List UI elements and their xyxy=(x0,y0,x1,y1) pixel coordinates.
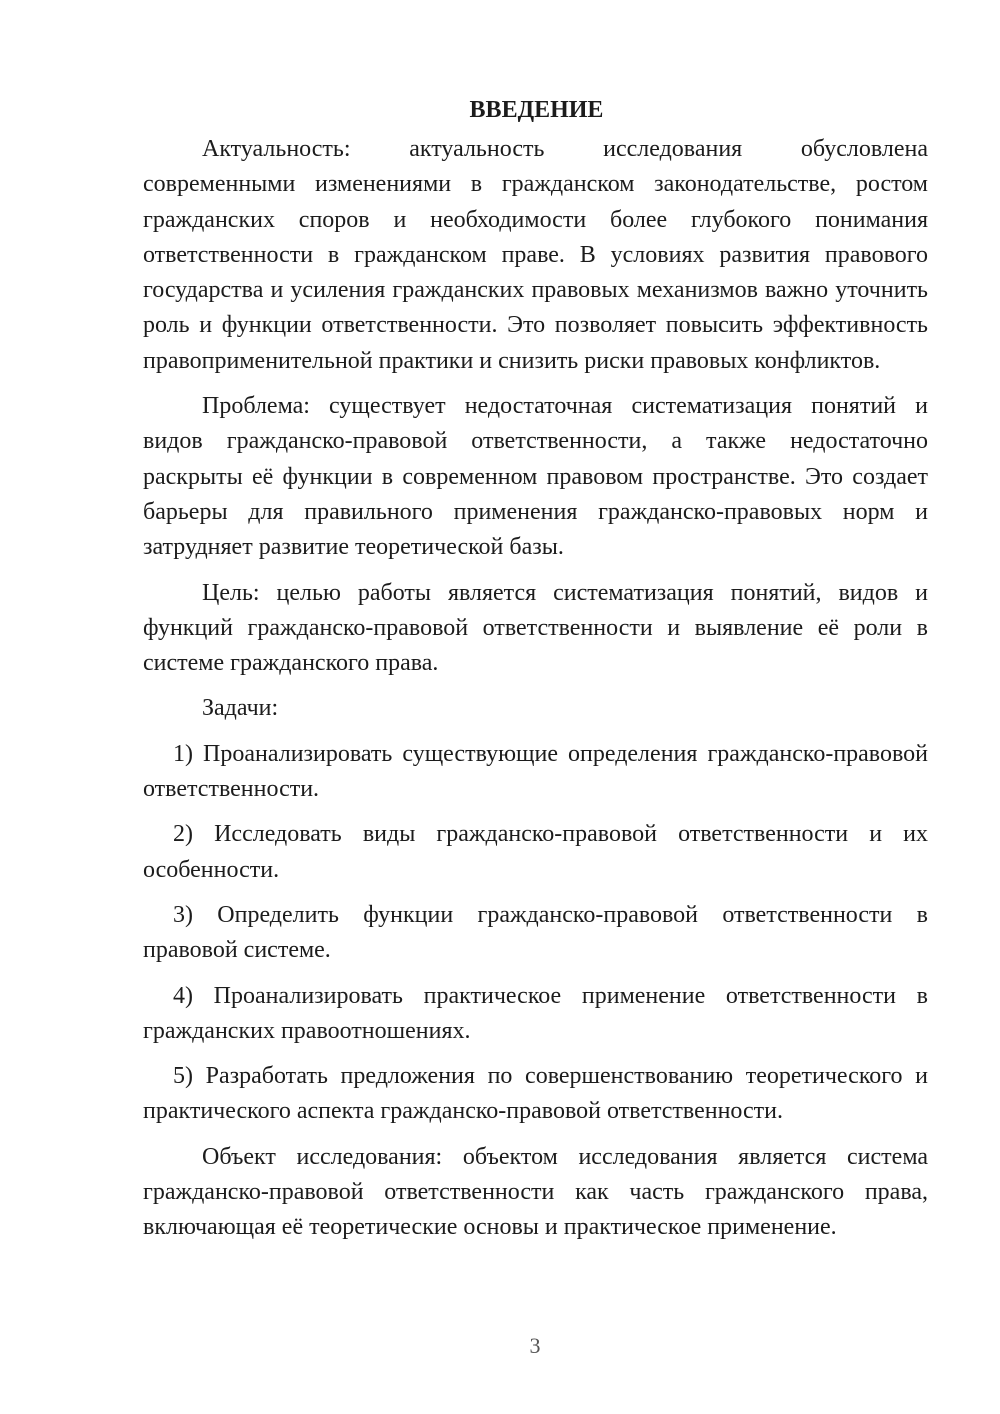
tasks-heading: Задачи: xyxy=(202,695,279,722)
task-item-2: 2) Исследовать виды гражданско-правовой ответственности и их особенности. xyxy=(143,821,928,883)
relevance-paragraph: Актуальность: актуальность исследования обусловлена современными изменениями в гражданском законодательстве, ростом гражданских споров и необходимости более глубокого понимания ответственности в гражданском праве. В условиях развития правового государства и усиления гражданских правовых механизмов важно уточнить роль и функции ответственности. Это позволяет повысить эффективность правоприменительной практики и снизить риски правовых конфликтов. xyxy=(143,136,928,374)
section-title: ВВЕДЕНИЕ xyxy=(469,97,604,123)
document-page xyxy=(143,94,928,1246)
goal-paragraph: Цель: целью работы является систематизация понятий, видов и функций гражданско-правовой ответственности и выявление её роли в системе гражданского права. xyxy=(143,579,928,677)
task-item-5: 5) Разработать предложения по совершенствованию теоретического и практического аспекта гражданско-правовой ответственности. xyxy=(143,1063,928,1125)
task-item-3: 3) Определить функции гражданско-правовой ответственности в правовой системе. xyxy=(143,901,928,964)
problem-paragraph: Проблема: существует недостаточная систематизация понятий и видов гражданско-правовой ответственности, а также недостаточно раскрыты её функции в современном правовом пространстве. Это создает барьеры для правильного применения гражданско-правовых норм и затрудняет развитие теоретической базы. xyxy=(143,393,928,561)
page-number: 3 xyxy=(529,1333,541,1358)
object-paragraph: Объект исследования: объектом исследования является система гражданско-правовой ответственности как часть гражданского права, включающая её теоретические основы и практическое применение. xyxy=(143,1143,928,1241)
task-item-1: 1) Проанализировать существующие определения гражданско-правовой ответственности. xyxy=(143,740,928,803)
task-item-4: 4) Проанализировать практическое применение ответственности в гражданских правоотношениях. xyxy=(143,982,928,1044)
